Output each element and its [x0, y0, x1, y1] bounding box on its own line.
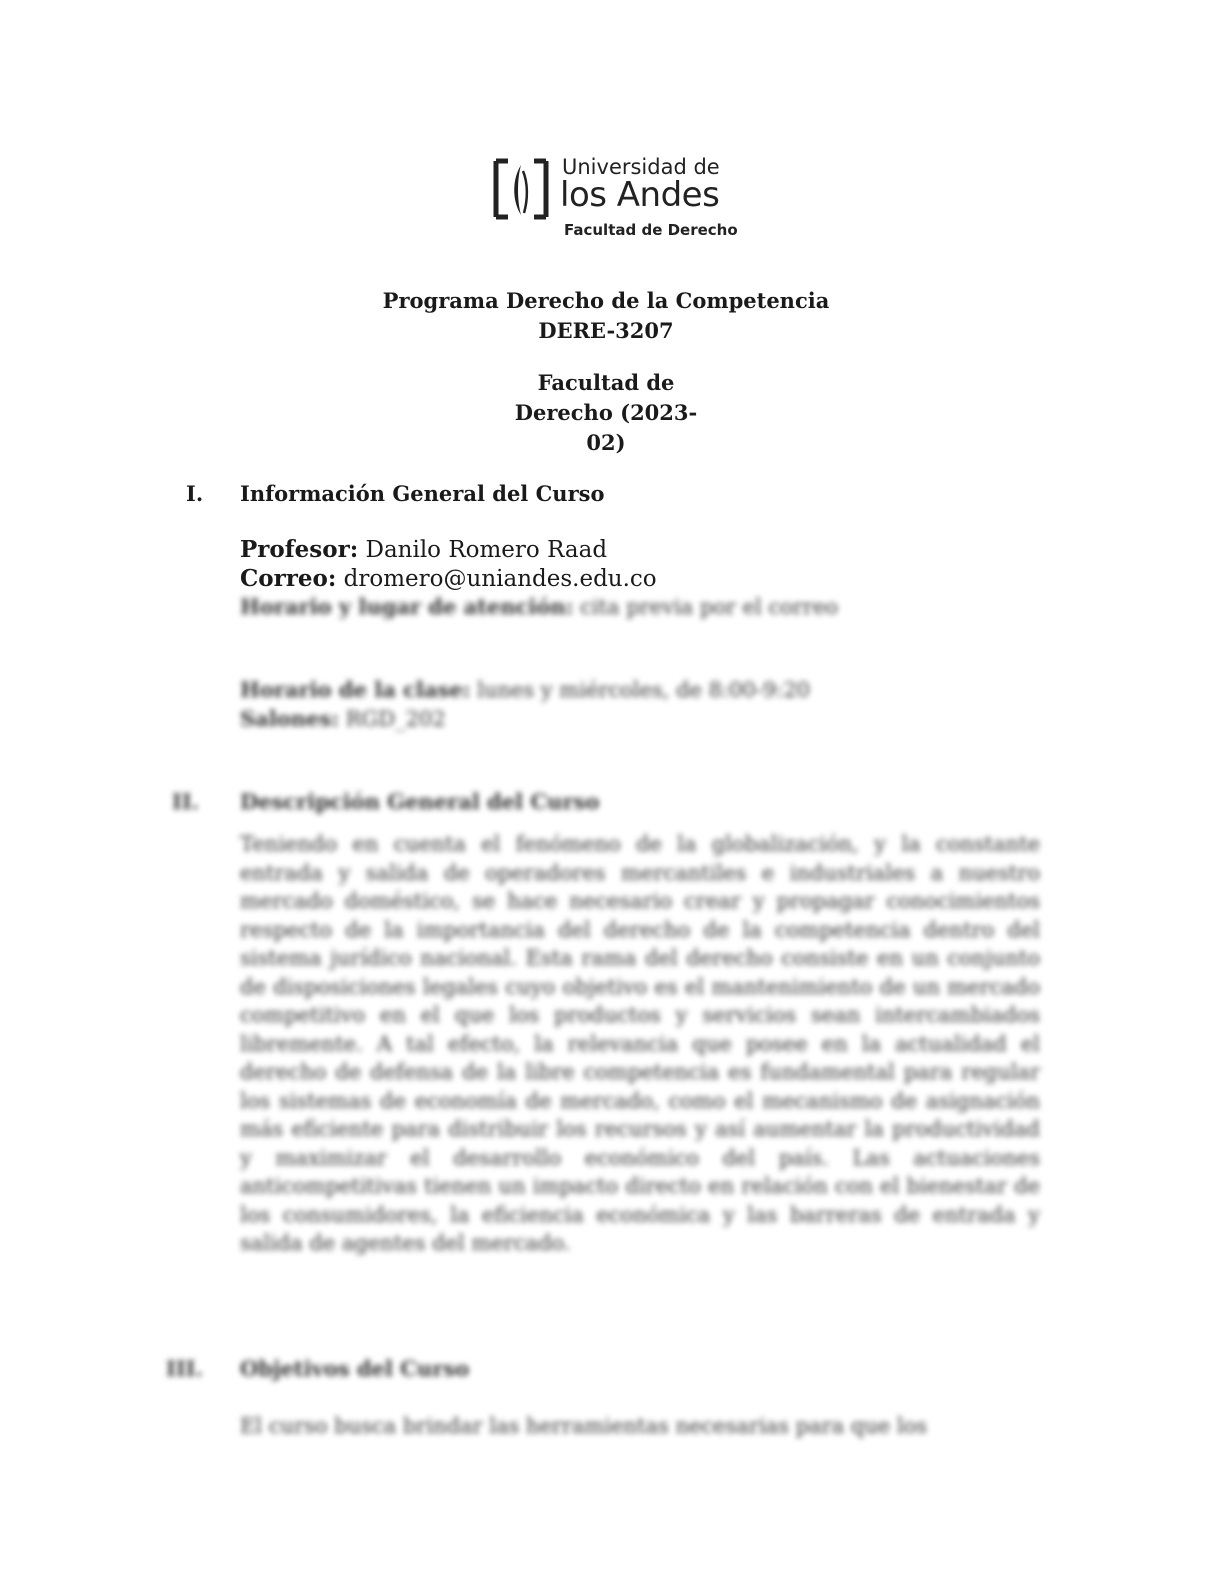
salon-value: RGD_202: [345, 707, 446, 731]
correo-field: [240, 565, 657, 592]
profesor-label: Profesor:: [240, 536, 359, 563]
logo-faculty-text: Facultad de Derecho: [564, 221, 738, 239]
section-number: III.: [166, 1356, 203, 1381]
section-title: Descripción General del Curso: [240, 789, 600, 814]
clase-field: [240, 677, 810, 702]
faculty-line-2: Derecho (2023-: [514, 400, 698, 425]
atencion-label: Horario y lugar de atención:: [240, 594, 574, 619]
salon-label: Salones:: [240, 706, 339, 731]
atencion-field: [240, 594, 838, 619]
section-number: II.: [172, 789, 199, 814]
section-title: Objetivos del Curso: [240, 1356, 470, 1381]
program-title: Programa Derecho de la Competencia: [382, 288, 830, 313]
clase-value: lunes y miércoles, de 8:00-9:20: [477, 678, 811, 702]
document-title: [0, 286, 1212, 458]
atencion-value: cita previa por el correo: [580, 595, 839, 619]
university-logo: [490, 155, 750, 245]
course-code: DERE-3207: [538, 318, 674, 343]
faculty-line-3: 02): [586, 430, 626, 455]
logo-university-text: Universidad de: [562, 155, 720, 179]
clase-label: Horario de la clase:: [240, 677, 471, 702]
section-3-paragraph: El curso busca brindar las herramientas necesarias para que los: [240, 1414, 928, 1438]
section-title: Información General del Curso: [240, 481, 605, 506]
profesor-field: [240, 536, 607, 563]
profesor-value: Danilo Romero Raad: [365, 537, 608, 563]
faculty-line-1: Facultad de: [537, 370, 675, 395]
logo-los-andes-text: los Andes: [560, 175, 720, 215]
section-2-paragraph: Teniendo en cuenta el fenómeno de la globalización, y la constante entrada y salida de operadores mercantiles e industriales a nuestro mercado doméstico, se hace necesario crear y propagar conocimientos respecto de la importancia del derecho de la competencia dentro del sistema jurídico nacional. Esta rama del derecho consiste en un conjunto de disposiciones legales cuyo objetivo es el mantenimiento de un mercado competitivo en el que los productos y servicios sean intercambiados libremente. A tal efecto, la relevancia que posee en la actualidad el derecho de defensa de la libre competencia es fundamental para regular los sistemas de economía de mercado, como el mecanismo de asignación más eficiente para distribuir los recursos y así aumentar la productividad y maximizar el desarrollo económico del país. Las actuaciones anticompetitivas tienen un impacto directo en relación con el bienestar de los consumidores, la eficiencia económica y las barreras de entrada y salida de agentes del mercado.: [240, 832, 1040, 1255]
salon-field: [240, 706, 446, 731]
correo-value: dromero@uniandes.edu.co: [343, 566, 657, 592]
section-number: I.: [186, 481, 204, 506]
los-andes-emblem-icon: [490, 157, 552, 223]
correo-label: Correo:: [240, 565, 337, 592]
